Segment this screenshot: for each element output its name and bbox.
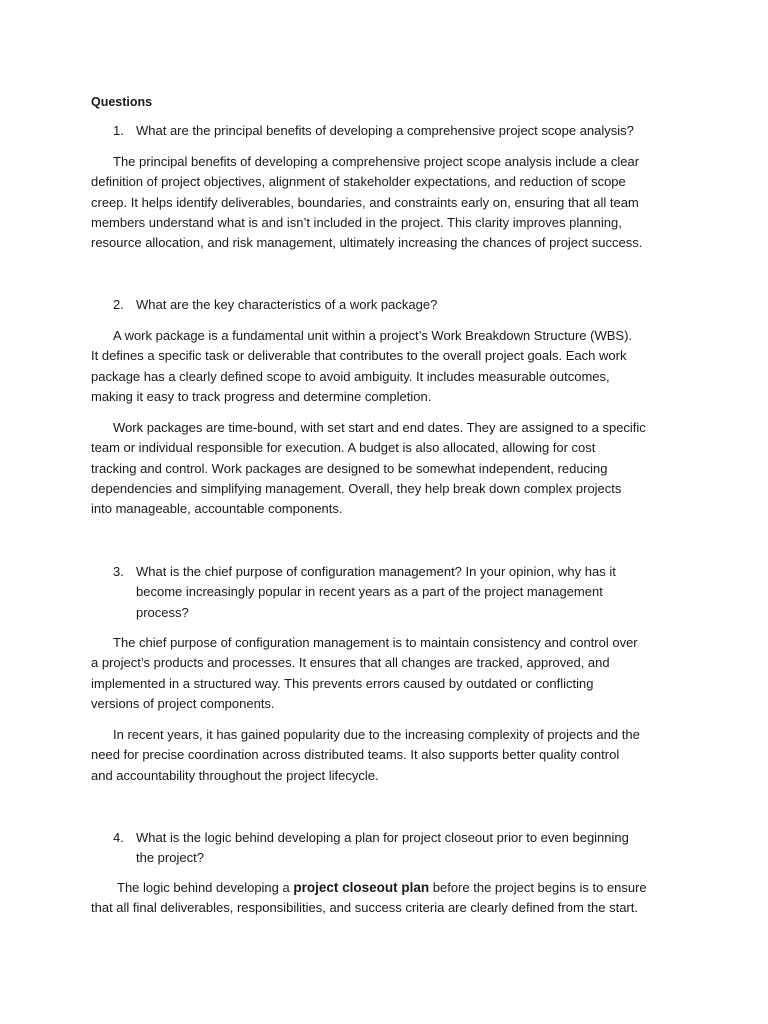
- answer-4: [91, 878, 681, 919]
- question-3: [113, 562, 673, 623]
- answer-line: dependencies and simplifying management. Overall, they help break down complex projects: [91, 480, 622, 496]
- answer-line: The chief purpose of configuration management is to maintain consistency and control over: [113, 635, 638, 650]
- question-number: 4.: [113, 830, 124, 845]
- answer-line: into manageable, accountable components.: [91, 501, 343, 517]
- answer-line: a project’s products and processes. It ensures that all changes are tracked, approved, and: [91, 655, 610, 671]
- answer-line: need for precise coordination across distributed teams. It also supports better quality control: [91, 747, 620, 763]
- answer-line: team or individual responsible for execution. A budget is also allocated, allowing for cost: [91, 440, 596, 456]
- answer-text: The logic behind developing a: [117, 880, 294, 895]
- question-text: [136, 562, 673, 623]
- answer-line: It defines a specific task or deliverable that contributes to the overall project goals. Each work: [91, 348, 627, 364]
- answer-line: and accountability throughout the project lifecycle.: [91, 767, 379, 783]
- question-text: What are the principal benefits of developing a comprehensive project scope analysis?: [136, 123, 634, 138]
- question-line: process?: [136, 604, 189, 620]
- question-number: 3.: [113, 564, 124, 579]
- answer-line: In recent years, it has gained popularity due to the increasing complexity of projects and the: [113, 727, 640, 742]
- answer-line: definition of project objectives, alignment of stakeholder expectations, and reduction of scope: [91, 174, 626, 190]
- question-number: 1.: [113, 123, 124, 138]
- answer-line: tracking and control. Work packages are designed to be somewhat independent, reducing: [91, 460, 608, 476]
- answer-2-paragraph-2: [91, 418, 681, 519]
- answer-emphasis: project closeout plan: [293, 880, 430, 895]
- answer-line: resource allocation, and risk management, ultimately increasing the chances of project success.: [91, 235, 643, 251]
- answer-line: Work packages are time-bound, with set start and end dates. They are assigned to a specific: [113, 420, 646, 435]
- answer-line: versions of project components.: [91, 695, 275, 711]
- answer-line: implemented in a structured way. This prevents errors caused by outdated or conflicting: [91, 675, 594, 691]
- question-line: the project?: [136, 850, 204, 866]
- question-text: [136, 828, 673, 869]
- question-2: [113, 295, 673, 315]
- question-line: What is the chief purpose of configuration management? In your opinion, why has it: [136, 564, 616, 579]
- question-line: What is the logic behind developing a plan for project closeout prior to even beginning: [136, 830, 629, 845]
- question-number: 2.: [113, 297, 124, 312]
- answer-line: A work package is a fundamental unit within a project’s Work Breakdown Structure (WBS).: [113, 328, 633, 343]
- answer-line: creep. It helps identify deliverables, boundaries, and constraints early on, ensuring that all team: [91, 194, 639, 210]
- answer-3-paragraph-2: [91, 725, 681, 786]
- questions-heading: Questions: [91, 95, 153, 109]
- answer-text: before the project begins is to ensure: [429, 880, 647, 895]
- answer-line: The principal benefits of developing a comprehensive project scope analysis include a clear: [113, 154, 640, 169]
- answer-2-paragraph-1: [91, 326, 681, 407]
- answer-line: package has a clearly defined scope to avoid ambiguity. It includes measurable outcomes,: [91, 368, 610, 384]
- question-1: [113, 121, 673, 141]
- answer-line: [91, 878, 681, 898]
- answer-line: members understand what is and isn’t included in the project. This clarity improves planning,: [91, 214, 622, 230]
- question-4: [113, 828, 673, 869]
- answer-line: making it easy to track progress and determine completion.: [91, 388, 432, 404]
- answer-1: [91, 152, 681, 253]
- question-line: become increasingly popular in recent years as a part of the project management: [136, 584, 603, 600]
- question-text: What are the key characteristics of a work package?: [136, 297, 438, 312]
- answer-3-paragraph-1: [91, 633, 681, 714]
- answer-line: that all final deliverables, responsibilities, and success criteria are clearly defined from the start.: [91, 900, 638, 916]
